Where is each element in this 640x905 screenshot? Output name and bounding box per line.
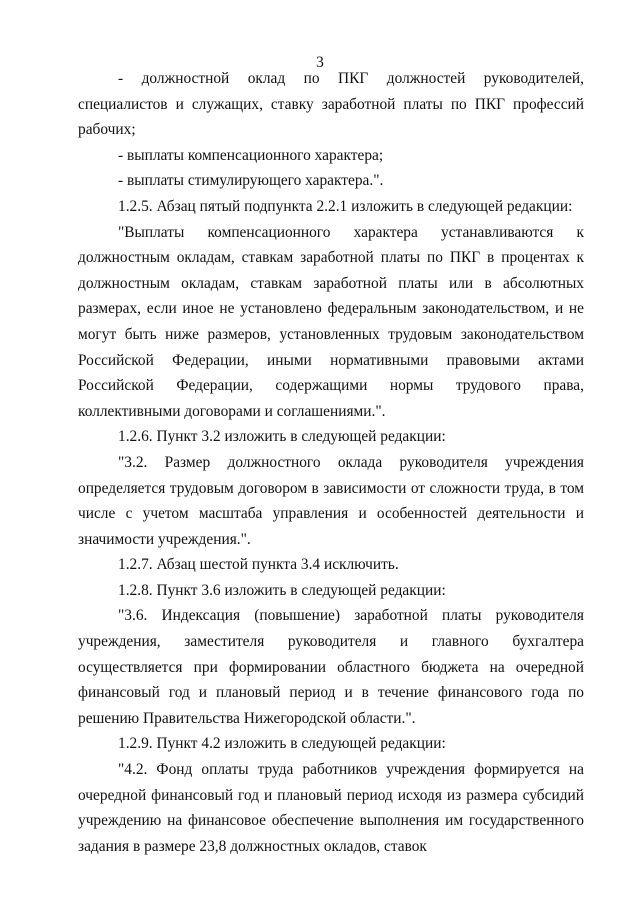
paragraph-salary-components: - должностной оклад по ПКГ должностей руководителей, специалистов и служащих, ставку заработной платы по ПКГ профессий рабочих; xyxy=(78,70,584,139)
paragraph-item-1-2-5: 1.2.5. Абзац пятый подпункта 2.2.1 изложить в следующей редакции: xyxy=(118,197,573,215)
paragraph-item-1-2-6: 1.2.6. Пункт 3.2 изложить в следующей редакции: xyxy=(118,428,446,446)
paragraph-quote-compensation: "Выплаты компенсационного характера устанавливаются к должностным окладам, ставкам заработной платы по ПКГ в процентах к должностным окладам, ставкам заработной платы или в абсолютных размерах, если иное не установлено федеральным законодательством, и не могут быть ниже размеров, установленных трудовым законодательством Российской Федерации, иными нормативными правовыми актами Российской Федерации, содержащими нормы трудового права, коллективными договорами и соглашениями.". xyxy=(78,223,584,420)
paragraph-item-1-2-9: 1.2.9. Пункт 4.2 изложить в следующей редакции: xyxy=(118,735,446,753)
paragraph-item-1-2-7: 1.2.7. Абзац шестой пункта 3.4 исключить. xyxy=(118,556,399,574)
paragraph-item-1-2-8: 1.2.8. Пункт 3.6 изложить в следующей редакции: xyxy=(118,581,446,599)
page-number: 3 xyxy=(316,54,324,71)
document-body xyxy=(78,66,584,859)
paragraph-incentive-payments: - выплаты стимулирующего характера.". xyxy=(118,172,384,190)
paragraph-compensation-payments: - выплаты компенсационного характера; xyxy=(118,146,384,164)
paragraph-quote-3-2: "3.2. Размер должностного оклада руководителя учреждения определяется трудовым договором в зависимости от сложности труда, в том числе с учетом масштаба управления и особенностей деятельности и значимости учреждения.". xyxy=(78,453,584,548)
paragraph-quote-3-6: "3.6. Индексация (повышение) заработной платы руководителя учреждения, заместителя руководителя и главного бухгалтера осуществляется при формировании областного бюджета на очередной финансовый год и плановый период и в течение финансового года по решению Правительства Нижегородской области.". xyxy=(78,607,584,727)
paragraph-quote-4-2: "4.2. Фонд оплаты труда работников учреждения формируется на очередной финансовый год и плановый период исходя из размера субсидий учреждению на финансовое обеспечение выполнения им государственного задания в размере 23,8 должностных окладов, ставок xyxy=(78,761,584,855)
